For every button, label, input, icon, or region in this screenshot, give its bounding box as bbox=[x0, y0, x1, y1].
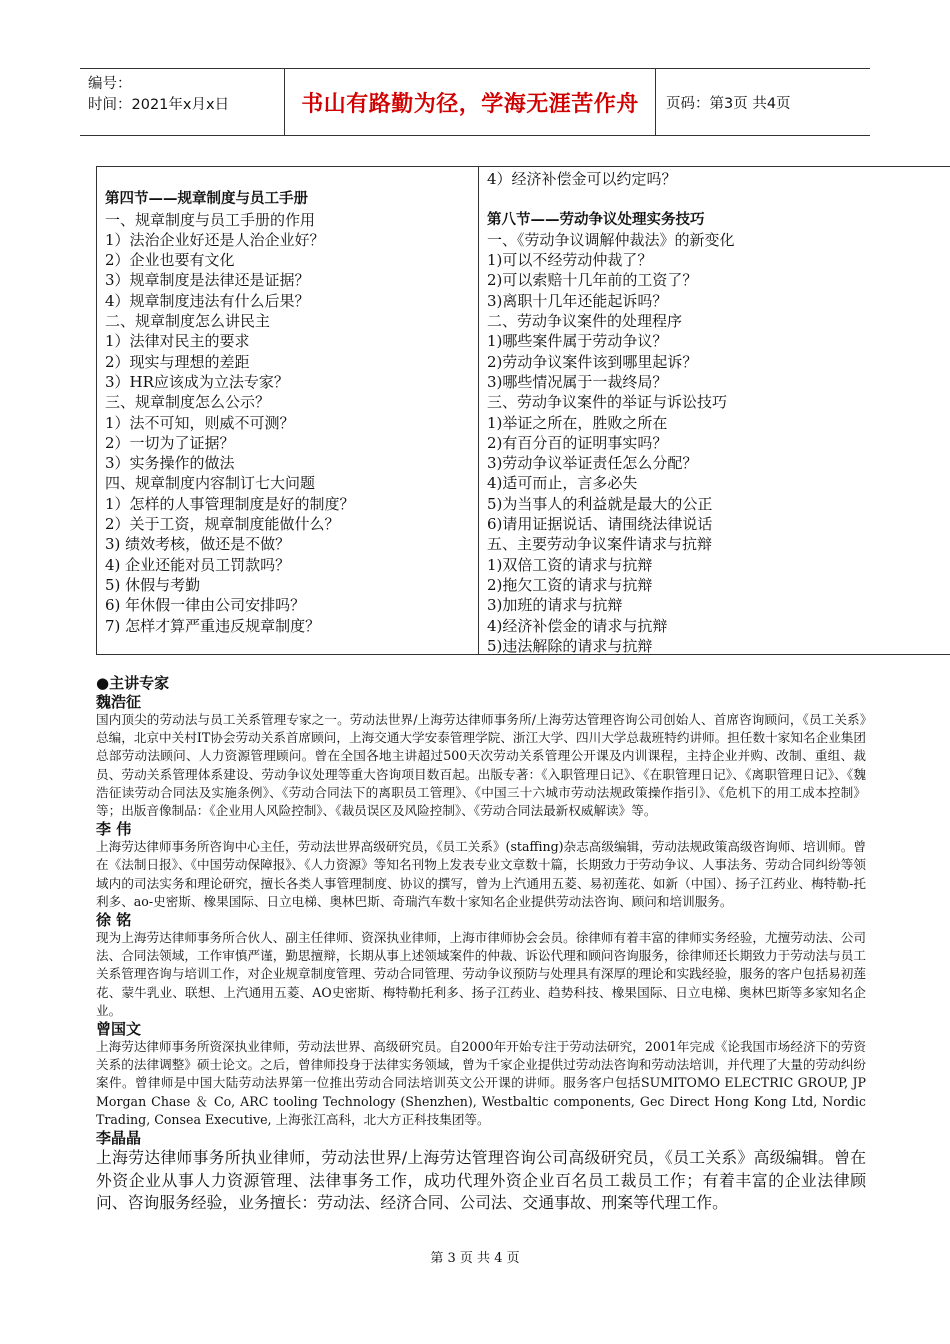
expert-name: 徐 铭 bbox=[96, 911, 132, 930]
syllabus-line: 第四节——规章制度与员工手册 bbox=[105, 191, 308, 208]
syllabus-line: 2)劳动争议案件该到哪里起诉？ bbox=[487, 352, 698, 371]
syllabus-line: 5) 休假与考勤 bbox=[105, 575, 201, 594]
date-label: 时间：2021年x月x日 bbox=[88, 97, 230, 113]
expert-bio: 上海劳达律师事务所咨询中心主任，劳动法世界高级研究员，《员工关系》(staffing)杂志高级编辑，劳动法规政策高级咨询师、培训师。曾在《法制日报》、《中国劳动保障报》、《人力资源》等知名刊物上发表专业文章数十篇，长期致力于劳动争议、人事法务、劳动合同纠纷等领域内的司法实务和理论研究，擅长各类人事管理制度、协议的撰写，曾为上汽通用五菱、易初莲花、如新（中国）、扬子江药业、梅特勒-托利多、ao-史密斯、橡果国际、日立电梯、奥林巴斯、奇瑞汽车数十家知名企业提供劳动法咨询、顾问和培训服务。 bbox=[96, 839, 866, 909]
syllabus-line: 2）关于工资，规章制度能做什么？ bbox=[105, 515, 340, 534]
syllabus-line: 1)双倍工资的请求与抗辩 bbox=[487, 555, 653, 574]
syllabus-table bbox=[96, 166, 950, 655]
syllabus-line: 4）经济补偿金可以约定吗？ bbox=[487, 170, 677, 188]
syllabus-line: 4)经济补偿金的请求与抗辩 bbox=[487, 616, 668, 635]
right-column bbox=[487, 169, 735, 656]
syllabus-line: 3）实务操作的做法 bbox=[105, 454, 235, 473]
syllabus-line: 3)劳动争议举证责任怎么分配？ bbox=[487, 454, 698, 473]
syllabus-line: 二、劳动争议案件的处理程序 bbox=[487, 312, 683, 331]
syllabus-line: 2）企业也要有文化 bbox=[105, 251, 235, 270]
syllabus-line: 5)为当事人的利益就是最大的公正 bbox=[487, 494, 713, 513]
syllabus-line: 三、劳动争议案件的举证与诉讼技巧 bbox=[487, 393, 728, 412]
left-column bbox=[105, 169, 355, 636]
syllabus-line: 二、规章制度怎么讲民主 bbox=[105, 312, 271, 331]
syllabus-line: 1）法不可知，则威不可测？ bbox=[105, 413, 295, 432]
syllabus-line bbox=[105, 169, 355, 189]
header-meta bbox=[80, 69, 285, 135]
syllabus-line: 1)哪些案件属于劳动争议？ bbox=[487, 332, 668, 351]
expert-name: 曾国文 bbox=[96, 1020, 142, 1039]
syllabus-line: 1)可以不经劳动仲裁了？ bbox=[487, 251, 653, 270]
syllabus-line: 2)拖欠工资的请求与抗辩 bbox=[487, 575, 653, 594]
syllabus-line: 1）法律对民主的要求 bbox=[105, 332, 250, 351]
syllabus-line: 3）规章制度是法律还是证据？ bbox=[105, 271, 310, 290]
syllabus-line: 6) 年休假一律由公司安排吗？ bbox=[105, 596, 306, 615]
syllabus-line: 三、规章制度怎么公示？ bbox=[105, 393, 271, 412]
expert-name: 魏浩征 bbox=[96, 693, 142, 711]
syllabus-line: 3)哪些情况属于一裁终局？ bbox=[487, 372, 668, 391]
syllabus-line: 7) 怎样才算严重违反规章制度？ bbox=[105, 616, 321, 635]
syllabus-line: 3)加班的请求与抗辩 bbox=[487, 596, 623, 615]
syllabus-line: 4) 企业还能对员工罚款吗？ bbox=[105, 555, 291, 574]
syllabus-line: 3）HR应该成为立法专家？ bbox=[105, 372, 289, 391]
syllabus-line: 2）现实与理想的差距 bbox=[105, 352, 250, 371]
syllabus-line: 6)请用证据说话、请围绕法律说话 bbox=[487, 515, 713, 534]
expert-bio: 上海劳达律师事务所资深执业律师，劳动法世界、高级研究员。自2000年开始专注于劳动法研究，2001年完成《论我国市场经济下的劳资关系的法律调整》硕士论文。之后，曾律师投身于法律实务领域，曾为千家企业提供过劳动法咨询和劳动法培训，并代理了大量的劳动纠纷案件。曾律师是中国大陆劳动法界第一位推出劳动合同法培训英文公开课的讲师。服务客户包括SUMITOMO ELECTRIC GROUP, JP Morgan Chase ＆ Co, ARC tooling Technology (Shenzhen), Westbaltic components, Gec Direct Hong Kong Ltd, Nordic Trading, Consea Executive, 上海张江高科，北大方正科技集团等。 bbox=[96, 1039, 866, 1127]
syllabus-line: 四、规章制度内容制订七大问题 bbox=[105, 474, 316, 493]
syllabus-line: 2)可以索赔十几年前的工资了？ bbox=[487, 271, 698, 290]
experts-heading: ●主讲专家 bbox=[96, 674, 170, 692]
expert-bio: 上海劳达律师事务所执业律师，劳动法世界/上海劳达管理咨询公司高级研究员，《员工关系》高级编辑。曾在外资企业从事人力资源管理、法律事务工作，成功代理外资企业百名员工裁员工作；有着丰富的企业法律顾问、咨询服务经验，业务擅长：劳动法、经济合同、公司法、交通事故、刑案等代理工作。 bbox=[96, 1148, 866, 1213]
syllabus-line: 1)举证之所在，胜败之所在 bbox=[487, 413, 668, 432]
expert-name: 李 伟 bbox=[96, 820, 132, 839]
header-page-number: 页码：第3页 共4页 bbox=[666, 95, 791, 112]
experts-section bbox=[96, 672, 866, 1215]
syllabus-line: 3) 绩效考核，做还是不做？ bbox=[105, 535, 291, 554]
column-divider bbox=[478, 167, 479, 654]
syllabus-line: 1）怎样的人事管理制度是好的制度？ bbox=[105, 494, 355, 513]
expert-name: 李晶晶 bbox=[96, 1129, 142, 1148]
syllabus-line: 五、主要劳动争议案件请求与抗辩 bbox=[487, 535, 713, 554]
syllabus-line: 一、规章制度与员工手册的作用 bbox=[105, 210, 316, 229]
syllabus-line: 3)离职十几年还能起诉吗？ bbox=[487, 291, 668, 310]
syllabus-line: 4）规章制度违法有什么后果？ bbox=[105, 291, 310, 310]
syllabus-line: 5)违法解除的请求与抗辩 bbox=[487, 636, 653, 655]
serial-label: 编号： bbox=[88, 76, 132, 92]
syllabus-line: 4)适可而止，言多必失 bbox=[487, 474, 638, 493]
syllabus-line: 第八节——劳动争议处理实务技巧 bbox=[487, 211, 705, 228]
page-footer: 第 3 页 共 4 页 bbox=[430, 1251, 520, 1266]
expert-bio: 国内顶尖的劳动法与员工关系管理专家之一。劳动法世界/上海劳达律师事务所/上海劳达管理咨询公司创始人、首席咨询顾问，《员工关系》总编，北京中关村IT协会劳动关系首席顾问，上海交通大学安泰管理学院、浙江大学、四川大学总裁班特约讲师。担任数十家知名企业集团总部劳动法顾问、人力资源管理顾问。曾在全国各地主讲超过500天次劳动关系管理公开课及内训课程，主持企业并购、改制、重组、裁员、劳动关系管理体系建设、劳动争议处理等重大咨询项目数百起。出版专著：《入职管理日记》、《在职管理日记》、《离职管理日记》、《魏浩征读劳动合同法及实施条例》、《劳动合同法下的离职员工管理》、《中国三十六城市劳动法规政策操作指引》、《危机下的用工成本控制》等；出版音像制品：《企业用人风险控制》、《裁员误区及风险控制》、《劳动合同法最新权威解读》等。 bbox=[96, 712, 866, 819]
page-header bbox=[80, 68, 870, 136]
header-motto: 书山有路勤为径，学海无涯苦作舟 bbox=[285, 69, 656, 135]
syllabus-line: 2）一切为了证据？ bbox=[105, 433, 235, 452]
syllabus-line: 1）法治企业好还是人治企业好？ bbox=[105, 230, 325, 249]
syllabus-line bbox=[487, 189, 735, 209]
syllabus-line: 一、《劳动争议调解仲裁法》的新变化 bbox=[487, 230, 735, 249]
expert-bio: 现为上海劳达律师事务所合伙人、副主任律师、资深执业律师，上海市律师协会会员。徐律师有着丰富的律师实务经验，尤擅劳动法、公司法、合同法领域，工作审慎严谨，勤思擅辩，长期从事上述领域案件的仲裁、诉讼代理和顾问咨询服务，徐律师还长期致力于劳动法与员工关系管理咨询与培训工作，对企业规章制度管理、劳动合同管理、劳动争议预防与处理具有深厚的理论和实践经验，服务的客户包括易初莲花、蒙牛乳业、联想、上汽通用五菱、AO史密斯、梅特勒托利多、扬子江药业、趋势科技、橡果国际、日立电梯、奥林巴斯等多家知名企业。 bbox=[96, 930, 866, 1018]
syllabus-line: 2)有百分百的证明事实吗？ bbox=[487, 433, 668, 452]
